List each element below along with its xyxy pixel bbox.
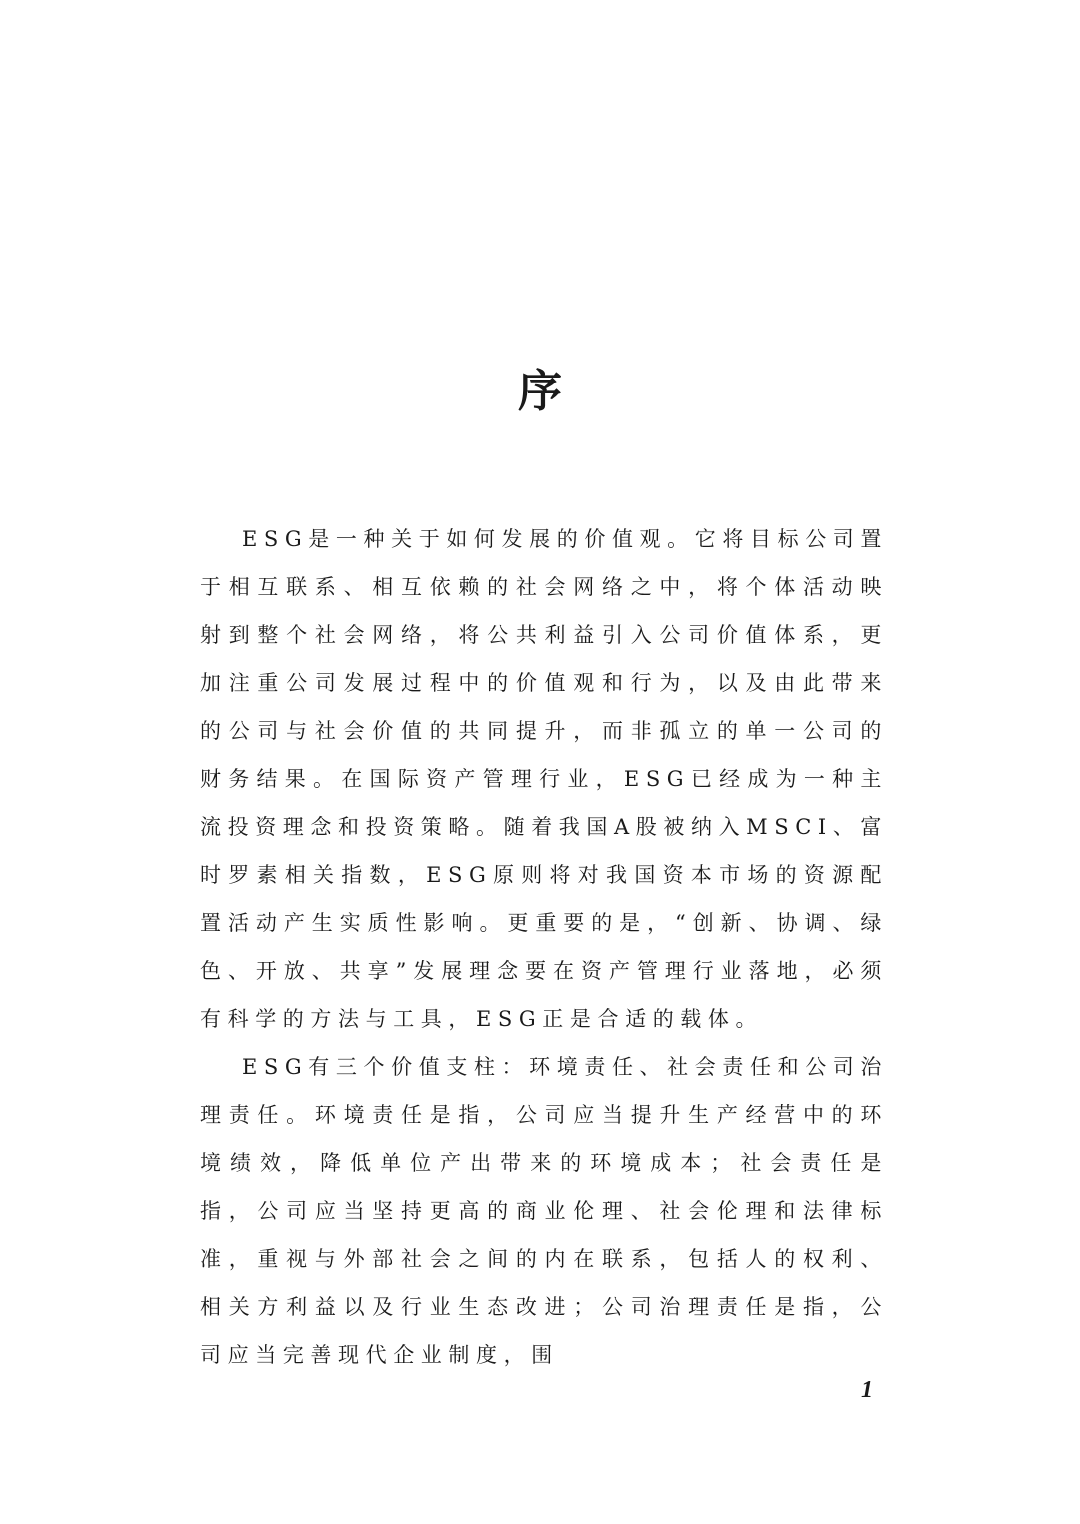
page-title: 序	[518, 366, 562, 418]
body-text	[200, 515, 888, 1379]
paragraph-1: ESG是一种关于如何发展的价值观。它将目标公司置于相互联系、相互依赖的社会网络之中，将个体活动映射到整个社会网络，将公共利益引入公司价值体系，更加注重公司发展过程中的价值观和行为，以及由此带来的公司与社会价值的共同提升，而非孤立的单一公司的财务结果。在国际资产管理行业，ESG已经成为一种主流投资理念和投资策略。随着我国A股被纳入MSCI、富时罗素相关指数，ESG原则将对我国资本市场的资源配置活动产生实质性影响。更重要的是，“创新、协调、绿色、开放、共享”发展理念要在资产管理行业落地，必须有科学的方法与工具，ESG正是合适的载体。	[200, 527, 889, 1031]
paragraph-2: ESG有三个价值支柱：环境责任、社会责任和公司治理责任。环境责任是指，公司应当提升生产经营中的环境绩效，降低单位产出带来的环境成本；社会责任是指，公司应当坚持更高的商业伦理、社会伦理和法律标准，重视与外部社会之间的内在联系，包括人的权利、相关方利益以及行业生态改进；公司治理责任是指，公司应当完善现代企业制度，围	[200, 1055, 888, 1367]
page-number: 1	[861, 1377, 873, 1403]
